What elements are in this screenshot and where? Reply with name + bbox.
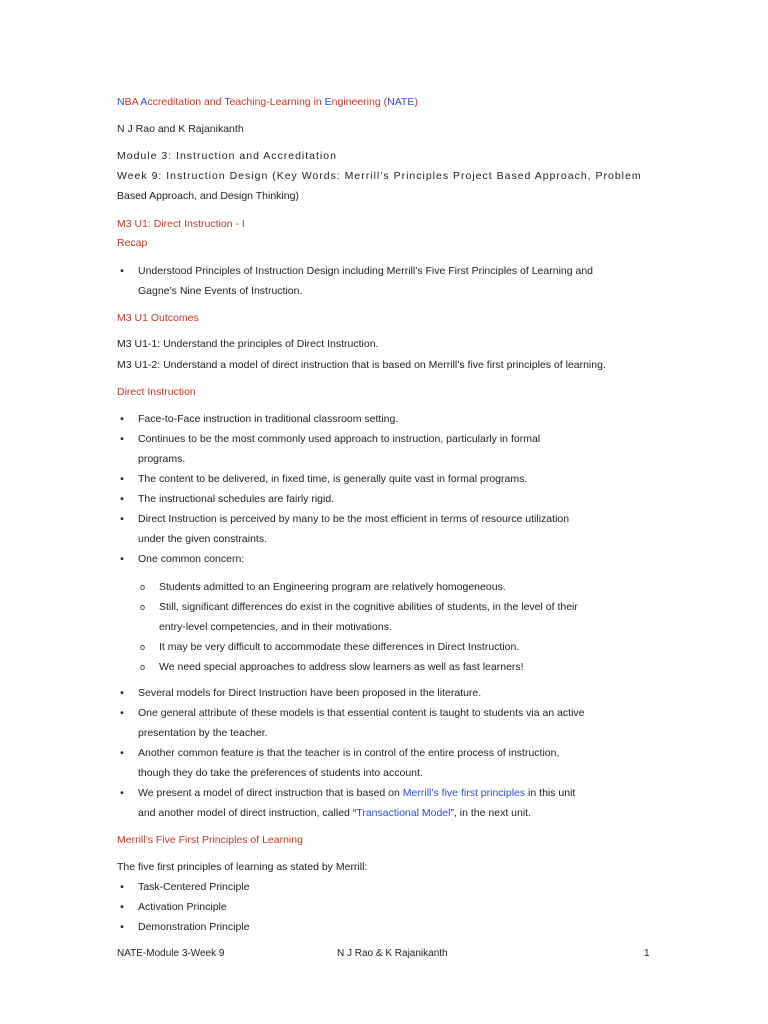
bullet-mark: • [120, 747, 124, 759]
sub-bullet-mark: o [140, 602, 146, 612]
bullet-text: Gagne’s Nine Events of Instruction. [138, 285, 303, 297]
bullet-text-pre: and another model of direct instruction, called “ [138, 807, 357, 819]
authors: N J Rao and K Rajanikanth [117, 123, 244, 135]
title-initial-n: N [117, 96, 125, 108]
bullet-text: though they do take the preferences of students into account. [138, 767, 423, 779]
bullet-text: under the given constraints. [138, 533, 267, 545]
sub-bullet-text: It may be very difficult to accommodate these differences in Direct Instruction. [159, 641, 520, 653]
sub-bullet-mark: o [140, 642, 146, 652]
sub-bullet-text: We need special approaches to address slow learners as well as fast learners! [159, 661, 524, 673]
sub-bullet-text: Still, significant differences do exist in the cognitive abilities of students, in the level of their [159, 601, 578, 613]
sub-bullet-mark: o [140, 582, 146, 592]
title-text-teaching: eaching-Learning in [229, 96, 325, 108]
unit-heading: M3 U1: Direct Instruction - I [117, 218, 245, 230]
bullet-mark: • [120, 787, 124, 799]
outcome-1: M3 U1-1: Understand the principles of Direct Instruction. [117, 338, 379, 350]
title-initial-t: T [224, 96, 230, 108]
bullet-text: programs. [138, 453, 186, 465]
outcome-2: M3 U1-2: Understand a model of direct instruction that is based on Merrill’s five first principles of learning. [117, 359, 606, 371]
bullet-mark: • [120, 513, 124, 525]
merrill-principles-link[interactable]: Merrill’s five first principles [402, 787, 526, 799]
bullet-text: presentation by the teacher. [138, 727, 268, 739]
bullet-text: Continues to be the most commonly used approach to instruction, particularly in formal [138, 433, 541, 445]
sub-bullet-text: Students admitted to an Engineering program are relatively homogeneous. [159, 581, 506, 593]
bullet-text: Understood Principles of Instruction Design including Merrill’s Five First Principles of Learning and [138, 265, 594, 277]
title-initial-a: A [140, 96, 148, 108]
bullet-text: The instructional schedules are fairly rigid. [138, 493, 335, 505]
bullet-text [138, 783, 698, 803]
bullet-text: One general attribute of these models is that essential content is taught to students via an active [138, 707, 585, 719]
bullet-text: Direct Instruction is perceived by many to be the most efficient in terms of resource utilization [138, 513, 570, 525]
bullet-text: Activation Principle [138, 901, 227, 913]
bullet-mark: • [120, 881, 124, 893]
footer-left: NATE-Module 3-Week 9 [117, 948, 225, 959]
footer-center: N J Rao & K Rajanikanth [337, 948, 448, 959]
bullet-mark: • [120, 433, 124, 445]
bullet-text: Demonstration Principle [138, 921, 250, 933]
page-number: 1 [644, 948, 650, 959]
direct-instruction-heading: Direct Instruction [117, 386, 196, 398]
bullet-mark: • [120, 707, 124, 719]
bullet-text-post: in this unit [525, 787, 576, 799]
bullet-mark: • [120, 413, 124, 425]
week-line-1 [117, 166, 697, 186]
title-text-ba: BA [124, 96, 141, 108]
bullet-text: The content to be delivered, in fixed time, is generally quite vast in formal programs. [138, 473, 528, 485]
bullet-mark: • [120, 493, 124, 505]
bullet-text-pre: We present a model of direct instruction that is based on [138, 787, 403, 799]
bullet-mark: • [120, 901, 124, 913]
title-initial-e: E [324, 96, 332, 108]
sub-bullet-mark: o [140, 662, 146, 672]
week-line-1-text: Week 9: Instruction Design (Key Words: Merrill’s Principles Project Based Approach, Problem [117, 170, 642, 182]
sub-bullet-text: entry-level competencies, and in their motivations. [159, 621, 392, 633]
bullet-text: Several models for Direct Instruction have been proposed in the literature. [138, 687, 482, 699]
transactional-model-link[interactable]: Transactional Model [356, 807, 451, 819]
bullet-text-post: ”, in the next unit. [450, 807, 532, 819]
week-line-2: Based Approach, and Design Thinking) [117, 190, 299, 202]
title-text-engineering: ngineering ( [331, 96, 388, 108]
bullet-text: Task-Centered Principle [138, 881, 250, 893]
bullet-text: Another common feature is that the teacher is in control of the entire process of instruction, [138, 747, 560, 759]
bullet-mark: • [120, 687, 124, 699]
bullet-text: Face-to-Face instruction in traditional classroom setting. [138, 413, 399, 425]
bullet-text [138, 803, 698, 823]
merrill-intro: The five first principles of learning as stated by Merrill: [117, 861, 368, 873]
merrill-heading: Merrill’s Five First Principles of Learning [117, 834, 303, 846]
title-acronym: NATE [387, 96, 415, 108]
title-close-paren: ) [414, 96, 418, 108]
bullet-mark: • [120, 473, 124, 485]
bullet-mark: • [120, 921, 124, 933]
module-line: Module 3: Instruction and Accreditation [117, 150, 337, 162]
bullet-mark: • [120, 265, 124, 277]
bullet-text: One common concern: [138, 553, 245, 565]
title-text-accreditation: ccreditation and [147, 96, 225, 108]
recap-heading: Recap [117, 237, 148, 249]
bullet-mark: • [120, 553, 124, 565]
outcomes-heading: M3 U1 Outcomes [117, 312, 199, 324]
document-title [117, 92, 697, 112]
